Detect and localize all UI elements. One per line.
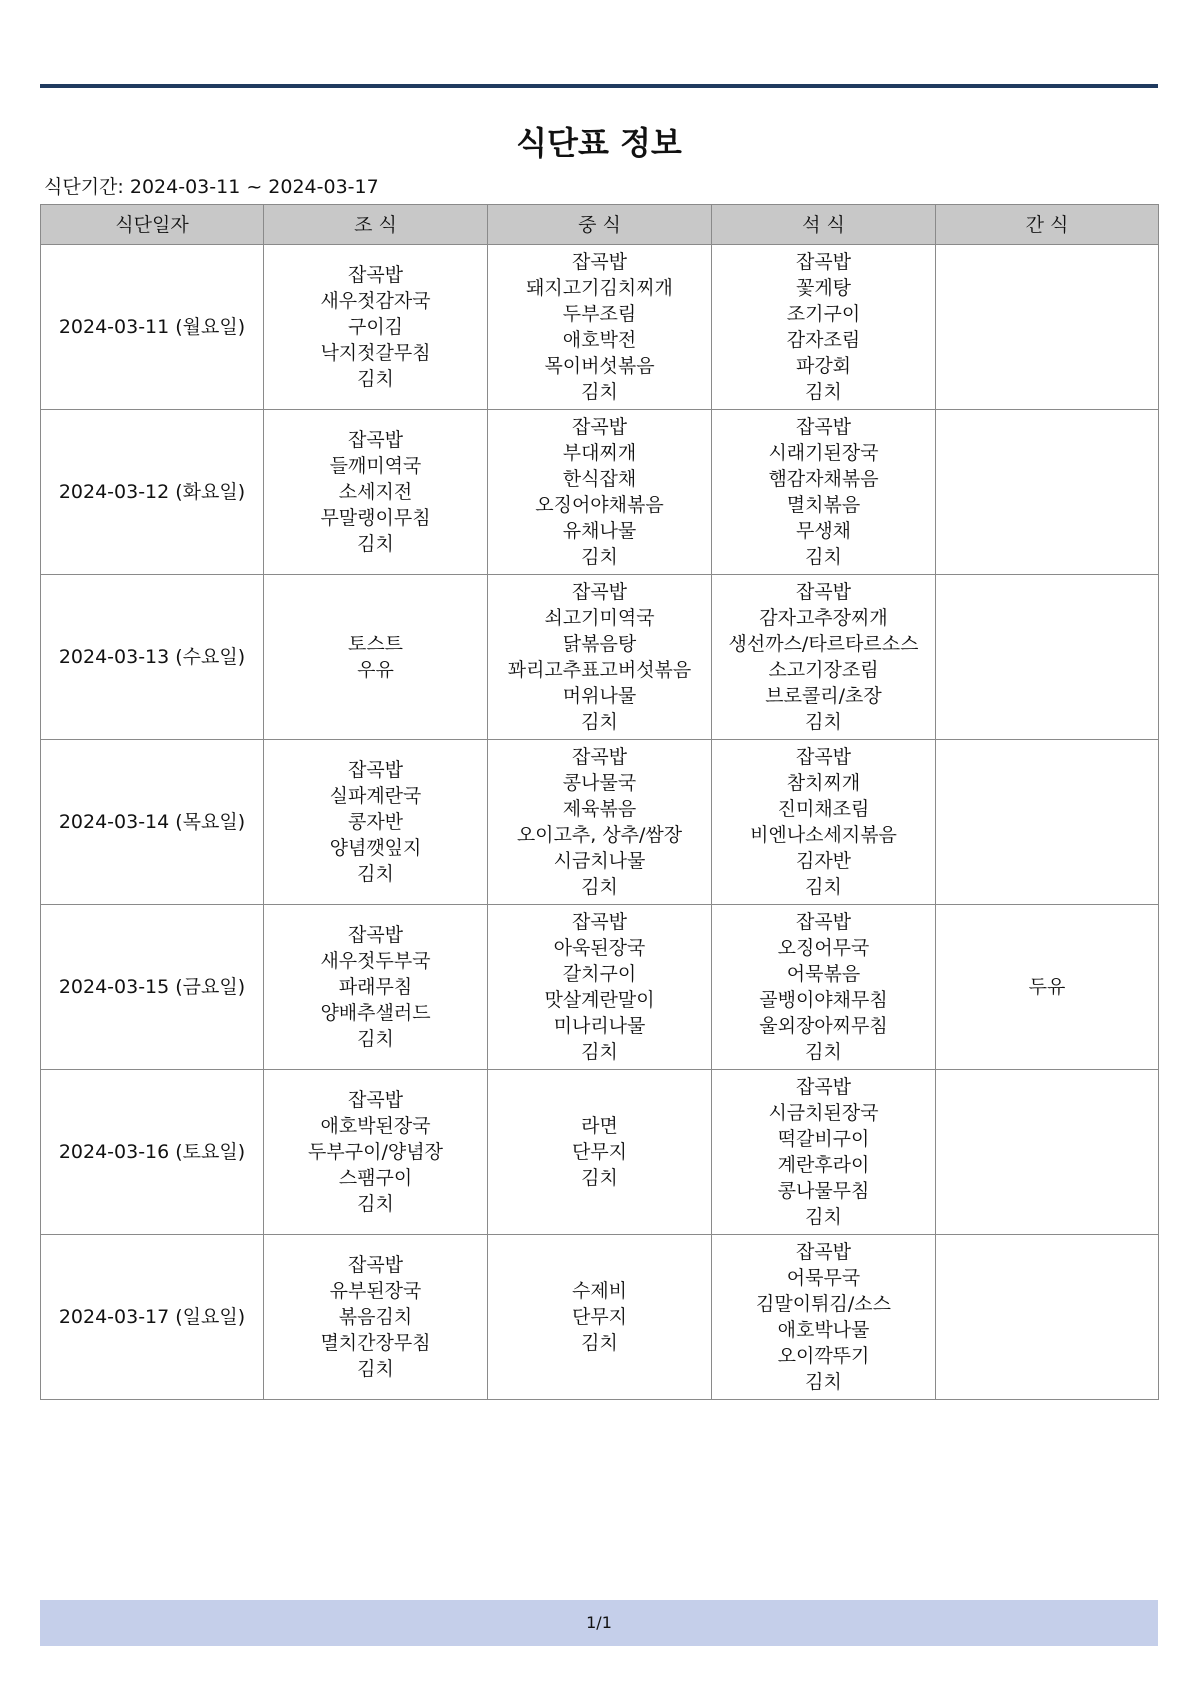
page-number: 1/1: [586, 1613, 612, 1632]
dinner-cell: [712, 905, 936, 1070]
footer-bar: [40, 1600, 1158, 1646]
menu-item: 잡곡밥: [571, 746, 628, 768]
menu-item: 잡곡밥: [795, 746, 852, 768]
date-cell: 2024-03-17 (일요일): [41, 1235, 264, 1400]
menu-item: 비엔나소세지볶음: [750, 824, 897, 846]
breakfast-cell: [264, 905, 488, 1070]
dinner-cell: [712, 575, 936, 740]
table-row: [41, 905, 1159, 1070]
menu-item: 김치: [357, 1358, 394, 1380]
date-cell: 2024-03-11 (월요일): [41, 245, 264, 410]
lunch-cell: [488, 740, 712, 905]
menu-item: 낙지젓갈무침: [320, 342, 431, 364]
menu-item: 파강회: [795, 355, 852, 377]
menu-item: 김치: [581, 1332, 618, 1354]
menu-item: 생선까스/타르타르소스: [728, 633, 919, 655]
menu-item: 김치: [581, 1041, 618, 1063]
menu-item: 어묵볶음: [786, 963, 861, 985]
menu-item: 양배추샐러드: [320, 1002, 431, 1024]
menu-item: 꽃게탕: [795, 277, 852, 299]
menu-item: 김치: [581, 711, 618, 733]
menu-item: 토스트: [347, 633, 404, 655]
menu-item: 김치: [357, 1028, 394, 1050]
menu-item: 감자조림: [786, 329, 861, 351]
menu-item: 양념깻잎지: [329, 837, 422, 859]
menu-item: 콩나물국: [562, 772, 637, 794]
menu-item: 김치: [805, 1041, 842, 1063]
menu-item: 잡곡밥: [795, 416, 852, 438]
dinner-cell: [712, 740, 936, 905]
dinner-cell: [712, 1235, 936, 1400]
menu-item: 볶음김치: [338, 1306, 413, 1328]
breakfast-cell: [264, 1070, 488, 1235]
menu-item: 파래무침: [338, 976, 413, 998]
menu-item: 잡곡밥: [347, 1089, 404, 1111]
dinner-cell: [712, 245, 936, 410]
menu-item: 목이버섯볶음: [544, 355, 655, 377]
menu-item: 애호박된장국: [320, 1115, 431, 1137]
page-title: 식단표 정보: [516, 124, 682, 162]
menu-item: 오이깍뚜기: [777, 1345, 870, 1367]
header-date: 식단일자: [41, 205, 264, 245]
date-cell: 2024-03-14 (목요일): [41, 740, 264, 905]
menu-item: 잡곡밥: [571, 581, 628, 603]
menu-item: 시래기된장국: [768, 442, 879, 464]
menu-item: 새우젓감자국: [320, 290, 431, 312]
header-breakfast: 조 식: [264, 205, 488, 245]
date-cell: 2024-03-12 (화요일): [41, 410, 264, 575]
header-lunch: 중 식: [488, 205, 712, 245]
table-row: [41, 1235, 1159, 1400]
menu-item: 김치: [805, 1206, 842, 1228]
menu-item: 잡곡밥: [795, 1076, 852, 1098]
menu-item: 김치: [357, 368, 394, 390]
menu-item: 오징어야채볶음: [535, 494, 664, 516]
table-row: [41, 245, 1159, 410]
menu-item: 돼지고기김치찌개: [526, 277, 673, 299]
breakfast-cell: [264, 410, 488, 575]
menu-item: 콩자반: [347, 811, 404, 833]
menu-item: 잡곡밥: [795, 251, 852, 273]
menu-item: 우유: [357, 659, 394, 681]
menu-item: 김치: [357, 863, 394, 885]
menu-item: 애호박나물: [777, 1319, 870, 1341]
menu-item: 어묵무국: [786, 1267, 861, 1289]
menu-item: 조기구이: [786, 303, 861, 325]
meal-table-body: [41, 245, 1159, 1400]
lunch-cell: [488, 410, 712, 575]
table-row: [41, 1070, 1159, 1235]
breakfast-cell: [264, 245, 488, 410]
table-header-row: [41, 205, 1159, 245]
menu-item: 김치: [805, 381, 842, 403]
menu-item: 잡곡밥: [795, 1241, 852, 1263]
snack-cell: [936, 575, 1159, 740]
header-dinner: 석 식: [712, 205, 936, 245]
menu-item: 두부조림: [562, 303, 637, 325]
menu-item: 무말랭이무침: [320, 507, 431, 529]
menu-item: 멸치볶음: [786, 494, 861, 516]
menu-item: 단무지: [571, 1306, 628, 1328]
breakfast-cell: [264, 1235, 488, 1400]
menu-item: 잡곡밥: [347, 264, 404, 286]
breakfast-cell: [264, 575, 488, 740]
menu-item: 수제비: [571, 1280, 628, 1302]
menu-item: 무생채: [795, 520, 852, 542]
menu-item: 김치: [357, 533, 394, 555]
menu-item: 라면: [581, 1115, 618, 1137]
menu-item: 시금치된장국: [768, 1102, 879, 1124]
menu-item: 김자반: [795, 850, 852, 872]
table-row: [41, 410, 1159, 575]
top-rule: [40, 84, 1158, 88]
menu-item: 김치: [805, 546, 842, 568]
menu-item: 새우젓두부국: [320, 950, 431, 972]
menu-item: 콩나물무침: [777, 1180, 870, 1202]
menu-item: 쇠고기미역국: [544, 607, 655, 629]
menu-item: 아욱된장국: [553, 937, 646, 959]
menu-item: 김치: [805, 876, 842, 898]
menu-item: 오징어무국: [777, 937, 870, 959]
table-row: [41, 740, 1159, 905]
menu-item: 잡곡밥: [795, 911, 852, 933]
breakfast-cell: [264, 740, 488, 905]
menu-item: 시금치나물: [553, 850, 646, 872]
snack-cell: [936, 905, 1159, 1070]
date-cell: 2024-03-15 (금요일): [41, 905, 264, 1070]
menu-item: 오이고추, 상추/쌈장: [516, 824, 683, 846]
menu-item: 김치: [581, 381, 618, 403]
menu-item: 잡곡밥: [347, 429, 404, 451]
meal-table: [40, 204, 1159, 1400]
menu-item: 머위나물: [562, 685, 637, 707]
menu-item: 제육볶음: [562, 798, 637, 820]
menu-item: 두유: [1028, 976, 1066, 998]
menu-item: 브로콜리/초장: [765, 685, 882, 707]
menu-item: 울외장아찌무침: [759, 1015, 888, 1037]
lunch-cell: [488, 245, 712, 410]
menu-item: 유채나물: [562, 520, 637, 542]
menu-item: 한식잡채: [562, 468, 637, 490]
menu-item: 김치: [805, 711, 842, 733]
lunch-cell: [488, 905, 712, 1070]
snack-cell: [936, 410, 1159, 575]
menu-item: 단무지: [571, 1141, 628, 1163]
menu-item: 미나리나물: [553, 1015, 646, 1037]
menu-item: 구이김: [347, 316, 404, 338]
menu-item: 잡곡밥: [347, 924, 404, 946]
menu-item: 잡곡밥: [347, 1254, 404, 1276]
menu-item: 감자고추장찌개: [759, 607, 888, 629]
menu-item: 애호박전: [562, 329, 637, 351]
menu-item: 진미채조림: [777, 798, 870, 820]
menu-item: 참치찌개: [786, 772, 861, 794]
date-cell: 2024-03-13 (수요일): [41, 575, 264, 740]
menu-item: 계란후라이: [777, 1154, 870, 1176]
lunch-cell: [488, 575, 712, 740]
menu-item: 잡곡밥: [347, 759, 404, 781]
menu-item: 멸치간장무침: [320, 1332, 431, 1354]
menu-item: 골뱅이야채무침: [759, 989, 888, 1011]
snack-cell: [936, 740, 1159, 905]
dinner-cell: [712, 1070, 936, 1235]
menu-item: 김치: [581, 546, 618, 568]
menu-item: 맛살계란말이: [544, 989, 655, 1011]
menu-item: 잡곡밥: [571, 251, 628, 273]
menu-item: 잡곡밥: [795, 581, 852, 603]
menu-item: 들깨미역국: [329, 455, 422, 477]
menu-item: 유부된장국: [329, 1280, 422, 1302]
lunch-cell: [488, 1235, 712, 1400]
menu-item: 잡곡밥: [571, 911, 628, 933]
menu-item: 갈치구이: [562, 963, 637, 985]
snack-cell: [936, 1235, 1159, 1400]
menu-item: 스팸구이: [338, 1167, 413, 1189]
menu-item: 실파계란국: [329, 785, 422, 807]
menu-item: 김말이튀김/소스: [756, 1293, 891, 1315]
table-row: [41, 575, 1159, 740]
lunch-cell: [488, 1070, 712, 1235]
menu-item: 떡갈비구이: [777, 1128, 870, 1150]
dinner-cell: [712, 410, 936, 575]
snack-cell: [936, 245, 1159, 410]
menu-item: 닭볶음탕: [562, 633, 637, 655]
menu-item: 잡곡밥: [571, 416, 628, 438]
header-snack: 간 식: [936, 205, 1159, 245]
menu-item: 꽈리고추표고버섯볶음: [507, 659, 692, 681]
snack-cell: [936, 1070, 1159, 1235]
menu-item: 부대찌개: [562, 442, 637, 464]
menu-item: 소고기장조림: [768, 659, 879, 681]
menu-item: 김치: [805, 1371, 842, 1393]
menu-item: 김치: [581, 876, 618, 898]
menu-item: 김치: [581, 1167, 618, 1189]
menu-item: 햄감자채볶음: [768, 468, 879, 490]
menu-item: 두부구이/양념장: [308, 1141, 443, 1163]
meal-period: 식단기간: 2024-03-11 ~ 2024-03-17: [44, 176, 379, 198]
date-cell: 2024-03-16 (토요일): [41, 1070, 264, 1235]
menu-item: 소세지전: [338, 481, 413, 503]
menu-item: 김치: [357, 1193, 394, 1215]
